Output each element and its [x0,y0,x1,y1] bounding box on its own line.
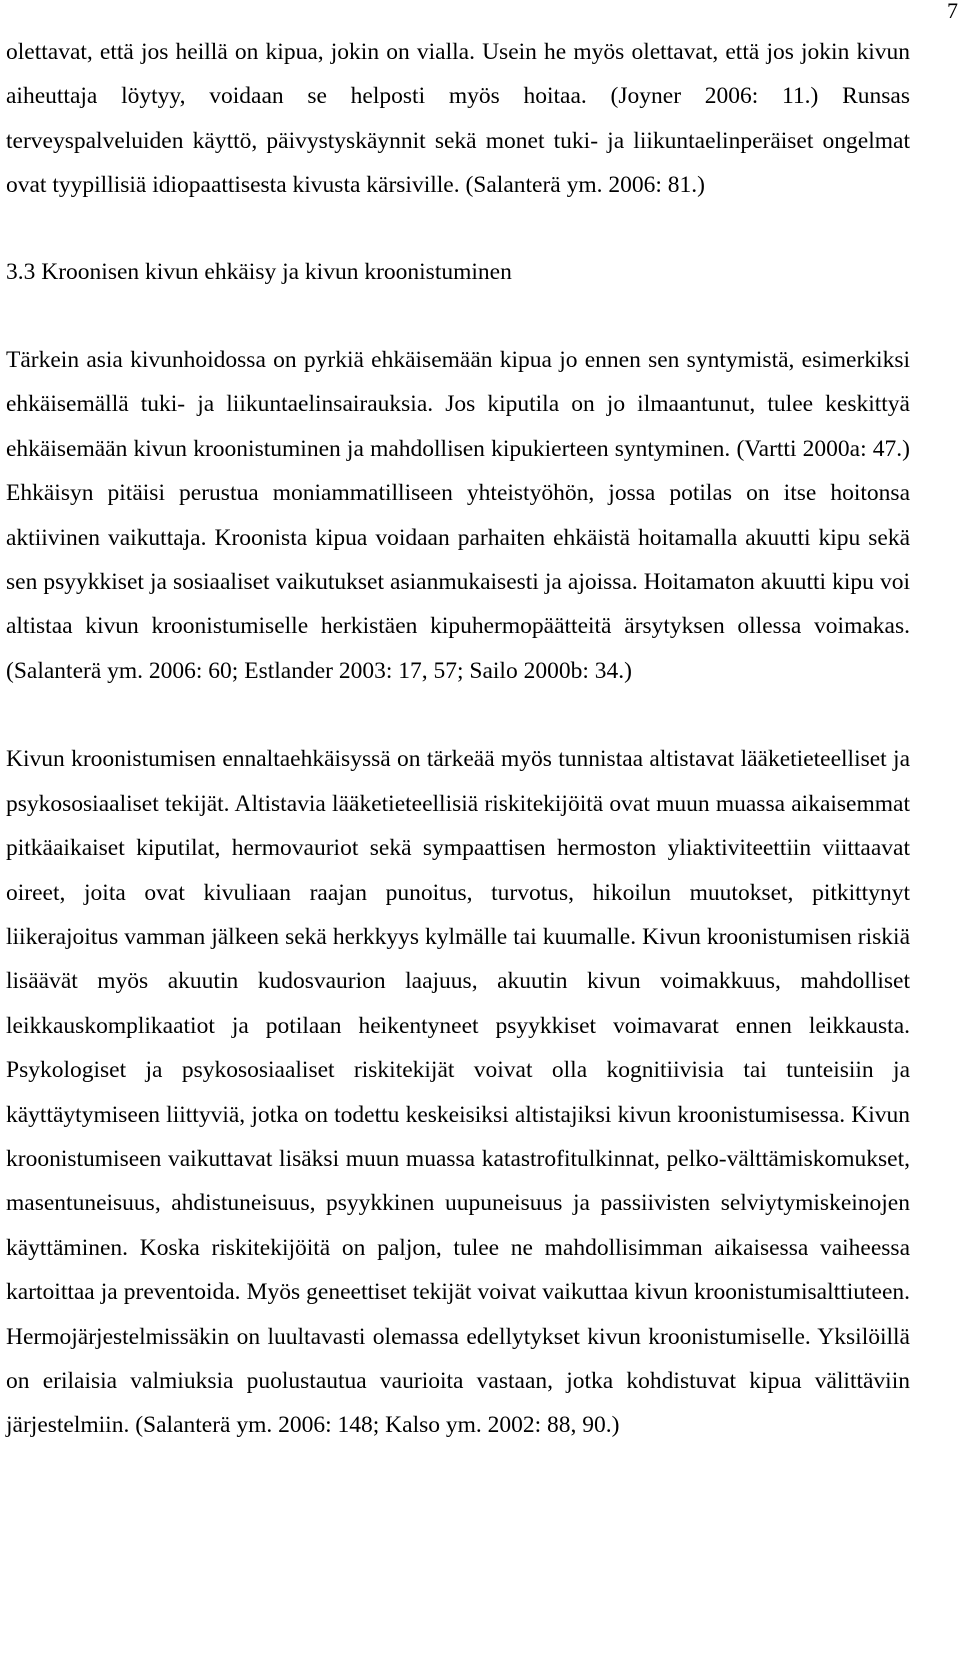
spacer [6,693,910,737]
paragraph-intro: olettavat, että jos heillä on kipua, jokin on vialla. Usein he myös olettavat, että jos jokin kivun aiheuttaja löytyy, voidaan se helposti myös hoitaa. (Joyner 2006: 11.) Runsas terveyspalveluiden käyttö, päivystyskäynnit sekä monet tuki- ja liikuntaelinperäiset ongelmat ovat tyypillisiä idiopaattisesta kivusta kärsiville. (Salanterä ym. 2006: 81.) [6,39,910,199]
page-number: 7 [947,0,958,23]
paragraph-prevention: Tärkein asia kivunhoidossa on pyrkiä ehkäisemään kipua jo ennen sen syntymistä, esimerkiksi ehkäisemällä tuki- ja liikuntaelinsairauksia. Jos kiputila on jo ilmaantunut, tulee keskittyä ehkäisemään kivun kroonistuminen ja mahdollisen kipukierteen syntyminen. (Vartti 2000a: 47.) Ehkäisyn pitäisi perustua moniammatilliseen yhteistyöhön, jossa potilas on itse hoitonsa aktiivinen vaikuttaja. Kroonista kipua voidaan parhaiten ehkäistä hoitamalla akuutti kipu sekä sen psyykkiset ja sosiaaliset vaikutukset asianmukaisesti ja ajoissa. Hoitamaton akuutti kipu voi altistaa kivun kroonistumiselle herkistäen kipuhermopäätteitä ärsytyksen ollessa voimakas. (Salanterä ym. 2006: 60; Estlander 2003: 17, 57; Sailo 2000b: 34.) [6,347,910,684]
document-body [6,30,910,1448]
paragraph-risk-factors: Kivun kroonistumisen ennaltaehkäisyssä on tärkeää myös tunnistaa altistavat lääketieteelliset ja psykososiaaliset tekijät. Altistavia lääketieteellisiä riskitekijöitä ovat muun muassa aikaisemmat pitkäaikaiset kiputilat, hermovauriot sekä sympaattisen hermoston yliaktiviteettiin viittaavat oireet, joita ovat kivuliaan raajan punoitus, turvotus, hikoilun muutokset, pitkittynyt liikerajoitus vamman jälkeen sekä herkkyys kylmälle tai kuumalle. Kivun kroonistumisen riskiä lisäävät myös akuutin kudosvaurion laajuus, akuutin kivun voimakkuus, mahdolliset leikkauskomplikaatiot ja potilaan heikentyneet psyykkiset voimavarat ennen leikkausta. Psykologiset ja psykososiaaliset riskitekijät voivat olla kognitiivisia tai tunteisiin ja käyttäytymiseen liittyviä, jotka on todettu keskeisiksi altistajiksi kivun kroonistumisessa. Kivun kroonistumiseen vaikuttavat lisäksi muun muassa katastrofitulkinnat, pelko-välttämiskomukset, masentuneisuus, ahdistuneisuus, psyykkinen uupuneisuus ja passiivisten selviytymiskeinojen käyttäminen. Koska riskitekijöitä on paljon, tulee ne mahdollisimman aikaisessa vaiheessa kartoittaa ja preventoida. Myös geneettiset tekijät voivat vaikuttaa kivun kroonistumisalttiuteen. Hermojärjestelmissäkin on luultavasti olemassa edellytykset kivun kroonistumiselle. Yksilöillä on erilaisia valmiuksia puolustautua vaurioita vastaan, jotka kohdistuvat kipua välittäviin järjestelmiin. (Salanterä ym. 2006: 148; Kalso ym. 2002: 88, 90.) [6,746,910,1439]
section-heading: 3.3 Kroonisen kivun ehkäisy ja kivun kroonistuminen [6,258,512,285]
spacer [6,294,910,338]
spacer [6,208,910,250]
